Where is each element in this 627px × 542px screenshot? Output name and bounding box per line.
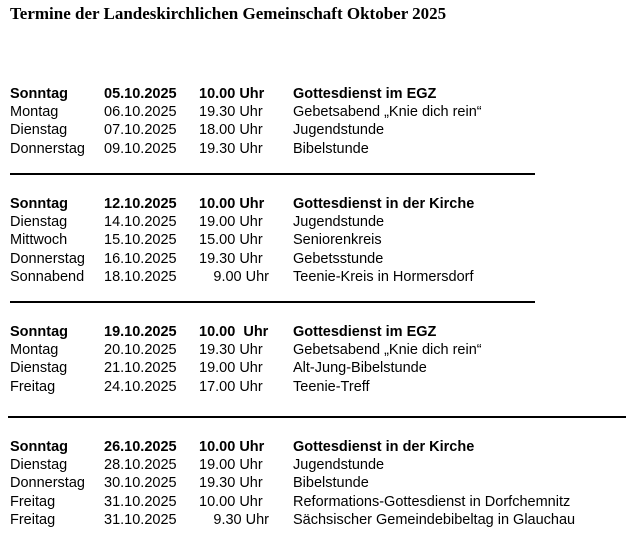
weekday: Mittwoch (10, 232, 68, 249)
weekday: Dienstag (10, 214, 68, 231)
event: Gottesdienst im EGZ (293, 324, 437, 340)
schedule-row (0, 231, 627, 249)
schedule-row (0, 268, 627, 286)
event: Jugendstunde (293, 457, 385, 474)
event: Teenie-Kreis in Hormersdorf (293, 268, 474, 285)
date: 21.10.2025 (104, 360, 177, 377)
date: 05.10.2025 (104, 86, 177, 102)
weekday: Dienstag (10, 360, 68, 377)
date: 06.10.2025 (104, 104, 177, 121)
week-block (0, 438, 627, 529)
event: Gebetsstunde (293, 250, 384, 267)
time: 10.00 Uhr (199, 86, 265, 102)
date: 16.10.2025 (104, 250, 177, 267)
date: 19.10.2025 (104, 324, 177, 340)
week-divider (8, 416, 626, 418)
schedule-row (0, 493, 627, 511)
weekday: Dienstag (10, 457, 68, 474)
schedule-row (0, 438, 627, 456)
time: 17.00 Uhr (199, 378, 263, 395)
time: 19.30 Uhr (199, 140, 263, 157)
event: Jugendstunde (293, 122, 385, 139)
time: 19.00 Uhr (199, 360, 263, 377)
time: 10.00 Uhr (199, 439, 265, 455)
schedule-row (0, 250, 627, 268)
schedule-row (0, 323, 627, 341)
weekday: Sonntag (10, 324, 68, 340)
weekday: Donnerstag (10, 475, 85, 492)
event: Gottesdienst in der Kirche (293, 439, 475, 455)
date: 07.10.2025 (104, 122, 177, 139)
time: 19.00 Uhr (199, 457, 263, 474)
weekday: Donnerstag (10, 250, 85, 267)
week-block (0, 85, 627, 158)
time: 10.00 Uhr (199, 196, 265, 212)
weekday: Donnerstag (10, 140, 85, 157)
schedule-row (0, 341, 627, 359)
date: 20.10.2025 (104, 342, 177, 359)
weekday: Freitag (10, 378, 56, 395)
schedule-row (0, 213, 627, 231)
date: 31.10.2025 (104, 511, 177, 528)
weekday: Sonntag (10, 86, 68, 102)
time: 19.30 Uhr (199, 342, 263, 359)
weekday: Dienstag (10, 122, 68, 139)
schedule-row (0, 103, 627, 121)
date: 09.10.2025 (104, 140, 177, 157)
time: 9.00 Uhr (213, 268, 269, 285)
event: Gebetsabend „Knie dich rein“ (293, 104, 482, 121)
schedule-row (0, 140, 627, 158)
week-block (0, 195, 627, 286)
event: Teenie-Treff (293, 378, 370, 395)
schedule-row (0, 195, 627, 213)
date: 26.10.2025 (104, 439, 177, 455)
page-title: Termine der Landeskirchlichen Gemeinschaft Oktober 2025 (10, 4, 447, 23)
schedule-row (0, 511, 627, 529)
weekday: Montag (10, 342, 59, 359)
event: Bibelstunde (293, 475, 369, 492)
week-divider (10, 173, 535, 175)
week-divider (10, 301, 535, 303)
time: 15.00 Uhr (199, 232, 263, 249)
schedule-row (0, 474, 627, 492)
schedule-row (0, 456, 627, 474)
date: 14.10.2025 (104, 214, 177, 231)
date: 31.10.2025 (104, 493, 177, 510)
event: Gebetsabend „Knie dich rein“ (293, 342, 482, 359)
event: Jugendstunde (293, 214, 385, 231)
time: 10.00 Uhr (199, 493, 263, 510)
schedule-row (0, 85, 627, 103)
date: 12.10.2025 (104, 196, 177, 212)
date: 28.10.2025 (104, 457, 177, 474)
time: 10.00 Uhr (199, 324, 269, 340)
weekday: Sonntag (10, 439, 68, 455)
event: Sächsischer Gemeindebibeltag in Glauchau (293, 511, 576, 528)
time: 19.30 Uhr (199, 475, 263, 492)
week-block (0, 323, 627, 396)
date: 30.10.2025 (104, 475, 177, 492)
time: 9.30 Uhr (213, 511, 269, 528)
event: Alt-Jung-Bibelstunde (293, 360, 427, 377)
event: Gottesdienst im EGZ (293, 86, 437, 102)
time: 19.30 Uhr (199, 104, 263, 121)
time: 18.00 Uhr (199, 122, 263, 139)
event: Reformations-Gottesdienst in Dorfchemnitz (293, 493, 571, 510)
weekday: Sonnabend (10, 268, 85, 285)
date: 18.10.2025 (104, 268, 177, 285)
schedule-row (0, 359, 627, 377)
weekday: Sonntag (10, 196, 68, 212)
weekday: Freitag (10, 493, 56, 510)
date: 15.10.2025 (104, 232, 177, 249)
schedule-row (0, 121, 627, 139)
event: Seniorenkreis (293, 232, 382, 249)
time: 19.00 Uhr (199, 214, 263, 231)
schedule-row (0, 378, 627, 396)
time: 19.30 Uhr (199, 250, 263, 267)
date: 24.10.2025 (104, 378, 177, 395)
weekday: Freitag (10, 511, 56, 528)
event: Gottesdienst in der Kirche (293, 196, 475, 212)
event: Bibelstunde (293, 140, 369, 157)
weekday: Montag (10, 104, 59, 121)
